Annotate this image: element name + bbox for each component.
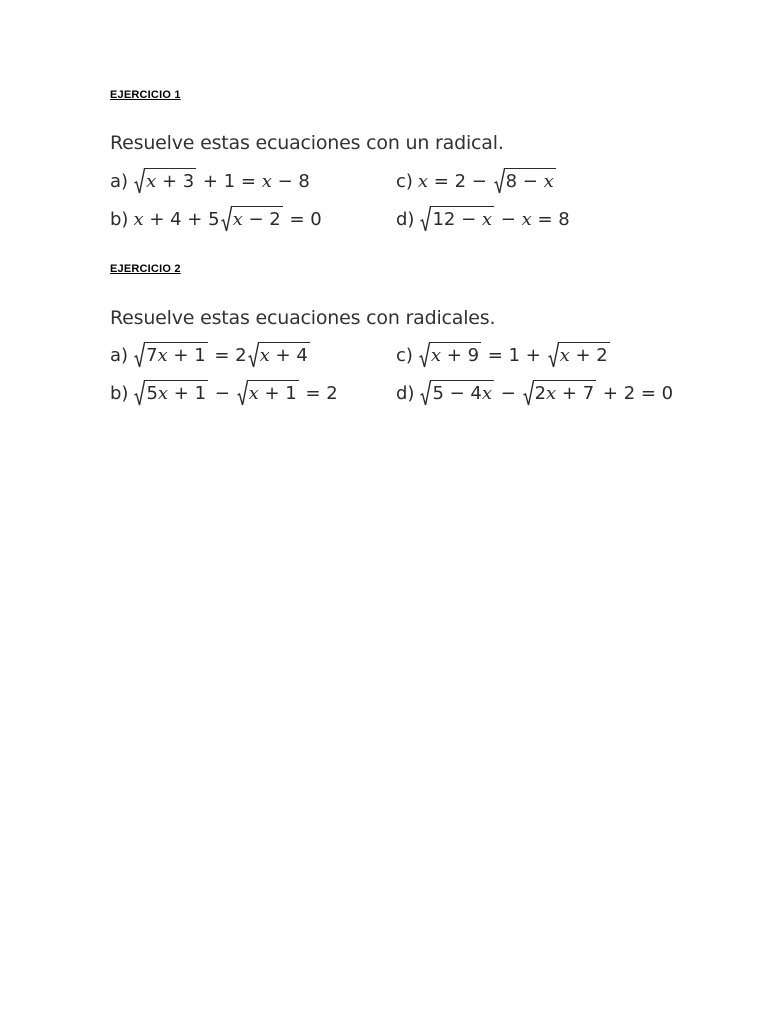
radicand bbox=[232, 206, 283, 232]
variable-x: x bbox=[146, 171, 157, 192]
radicand bbox=[559, 342, 610, 368]
expression-text bbox=[495, 383, 522, 404]
exercise-1-row-2 bbox=[110, 201, 670, 239]
radical bbox=[134, 168, 196, 194]
math-text: + 1 bbox=[168, 383, 207, 404]
exercise-1-equation-c bbox=[396, 163, 557, 199]
radicand bbox=[431, 380, 494, 406]
math-text: = 2 bbox=[208, 344, 247, 366]
variable-x: x bbox=[232, 209, 243, 230]
variable-x: x bbox=[430, 345, 442, 366]
variable-x: x bbox=[157, 345, 168, 366]
expression-text bbox=[209, 345, 247, 366]
radical bbox=[221, 206, 283, 232]
radical-sign-icon bbox=[494, 168, 505, 194]
exercise-1-heading: EJERCICIO 1 bbox=[110, 89, 181, 101]
exercise-1-row-1 bbox=[110, 163, 670, 201]
exercise-2-block bbox=[110, 305, 674, 413]
math-text: − bbox=[209, 382, 236, 404]
radical bbox=[134, 380, 208, 406]
math-text: + 2 bbox=[569, 345, 608, 366]
expression-text bbox=[482, 345, 547, 366]
exercise-2-instruction: Resuelve estas ecuaciones con radicales. bbox=[110, 307, 496, 329]
radicand bbox=[505, 168, 556, 194]
item-label: d) bbox=[396, 208, 415, 230]
variable-x: x bbox=[417, 170, 429, 192]
radical bbox=[523, 380, 597, 406]
exercise-2-equation-d bbox=[396, 375, 673, 411]
item-label: b) bbox=[110, 382, 129, 404]
expression-text bbox=[495, 209, 570, 230]
math-text: + 7 bbox=[556, 383, 595, 404]
radical-sign-icon bbox=[420, 206, 431, 232]
variable-x: x bbox=[543, 171, 554, 192]
radicand bbox=[145, 342, 208, 368]
math-text: 12 − bbox=[432, 209, 482, 230]
radical-sign-icon bbox=[134, 342, 145, 368]
radical-sign-icon bbox=[134, 168, 145, 194]
radical bbox=[420, 380, 494, 406]
math-text: 8 − bbox=[505, 171, 544, 192]
item-label: b) bbox=[110, 208, 129, 230]
math-text: − bbox=[495, 382, 522, 404]
exercise-2-equation-a bbox=[110, 337, 311, 373]
math-text: 2 bbox=[534, 383, 547, 404]
variable-x: x bbox=[521, 208, 532, 230]
expression-text bbox=[300, 383, 338, 404]
math-text: + 2 = 0 bbox=[597, 382, 674, 404]
radical bbox=[248, 342, 310, 368]
item-label: a) bbox=[110, 344, 129, 366]
variable-x: x bbox=[481, 383, 493, 404]
item-label: c) bbox=[396, 344, 413, 366]
expression-text bbox=[209, 383, 236, 404]
exercise-2-row-1 bbox=[110, 337, 670, 375]
math-text: 7 bbox=[146, 345, 158, 366]
item-label: a) bbox=[110, 170, 129, 192]
math-text: + 1 bbox=[167, 345, 206, 366]
math-text: − bbox=[495, 208, 522, 230]
radical bbox=[548, 342, 610, 368]
math-text: 5 − 4 bbox=[432, 383, 482, 404]
variable-x: x bbox=[261, 170, 272, 192]
math-text: = 2 − bbox=[428, 170, 493, 192]
math-text: − 2 bbox=[242, 209, 281, 230]
math-text: + 4 + 5 bbox=[143, 208, 220, 230]
expression-text bbox=[197, 171, 310, 192]
expression-text bbox=[418, 171, 493, 192]
expression-text bbox=[133, 209, 219, 230]
radical bbox=[494, 168, 556, 194]
radical-sign-icon bbox=[248, 342, 259, 368]
math-text: + 9 bbox=[441, 345, 480, 366]
expression-text bbox=[597, 383, 673, 404]
exercise-2-equation-c bbox=[396, 337, 611, 373]
radical-sign-icon bbox=[221, 206, 232, 232]
exercise-2-equation-b bbox=[110, 375, 338, 411]
radical-sign-icon bbox=[548, 342, 559, 368]
radical bbox=[420, 206, 494, 232]
exercise-2-heading: EJERCICIO 2 bbox=[110, 263, 181, 275]
math-text: + 1 = bbox=[197, 170, 262, 192]
math-text: = 0 bbox=[283, 208, 322, 230]
math-text: = 1 + bbox=[482, 344, 547, 366]
variable-x: x bbox=[559, 345, 570, 366]
exercise-1-block bbox=[110, 130, 670, 239]
radical-sign-icon bbox=[134, 380, 145, 406]
exercise-2-row-2 bbox=[110, 375, 674, 413]
math-text: 5 bbox=[146, 383, 158, 404]
radical bbox=[419, 342, 481, 368]
variable-x: x bbox=[481, 209, 493, 230]
radical-sign-icon bbox=[419, 342, 430, 368]
radicand bbox=[259, 342, 310, 368]
variable-x: x bbox=[546, 383, 557, 404]
radical-sign-icon bbox=[523, 380, 534, 406]
radical-sign-icon bbox=[420, 380, 431, 406]
radicand bbox=[145, 168, 196, 194]
variable-x: x bbox=[133, 208, 144, 230]
exercise-1-equation-a bbox=[110, 163, 310, 199]
radicand bbox=[145, 380, 208, 406]
exercise-1-equation-b bbox=[110, 201, 322, 237]
radicand bbox=[430, 342, 481, 368]
expression-text bbox=[284, 209, 322, 230]
variable-x: x bbox=[157, 383, 169, 404]
math-text: + 4 bbox=[269, 345, 308, 366]
variable-x: x bbox=[259, 345, 270, 366]
radicand bbox=[534, 380, 597, 406]
exercise-1-instruction: Resuelve estas ecuaciones con un radical. bbox=[110, 132, 504, 154]
math-text: = 8 bbox=[531, 208, 570, 230]
radical bbox=[134, 342, 208, 368]
variable-x: x bbox=[248, 383, 259, 404]
radicand bbox=[431, 206, 494, 232]
item-label: c) bbox=[396, 170, 413, 192]
radicand bbox=[248, 380, 299, 406]
math-text: + 3 bbox=[156, 171, 195, 192]
math-text: = 2 bbox=[299, 382, 338, 404]
radical-sign-icon bbox=[237, 380, 248, 406]
math-text: − 8 bbox=[271, 170, 310, 192]
item-label: d) bbox=[396, 382, 415, 404]
exercise-1-equation-d bbox=[396, 201, 570, 237]
math-text: + 1 bbox=[258, 383, 297, 404]
radical bbox=[237, 380, 299, 406]
